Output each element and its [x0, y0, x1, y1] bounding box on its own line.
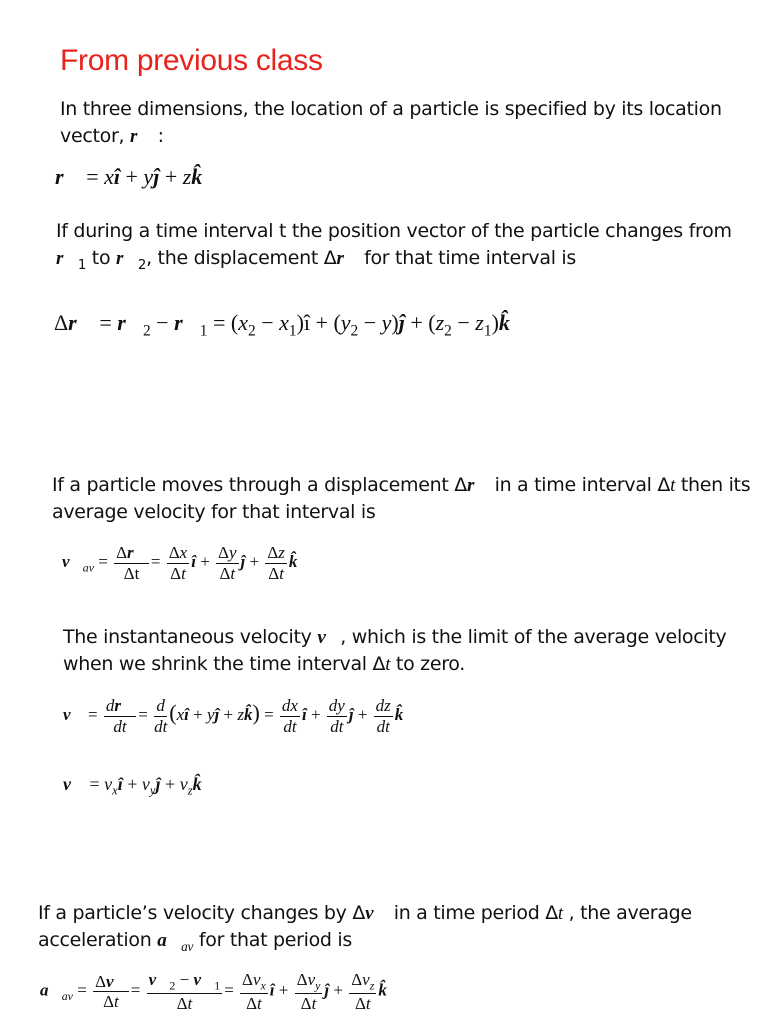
inst-velocity-paragraph — [63, 624, 763, 678]
inst-velocity-equation: v⃗ = $\frac{dr⃗}{dt}$ = $\frac{d}{dt}$ (xî + yĵ + zk̂) = $\frac{dx}{dt}$ î + $\frac{dy}{dt}$ ĵ + $\frac{dz}{dt}$ k̂ — [63, 696, 404, 736]
avg-accel-line-1: If a particle’s velocity changes by Δv⃗ in a time period Δt , the average — [38, 902, 692, 924]
displacement-paragraph — [56, 218, 766, 279]
avg-velocity-paragraph — [52, 472, 764, 526]
intro-line-2: vector, r⃗ : — [60, 125, 164, 147]
avg-velocity-line-1: If a particle moves through a displacement Δr⃗ in a time interval Δt then its — [52, 474, 751, 496]
intro-line-1: In three dimensions, the location of a particle is specified by its location — [60, 98, 722, 120]
intro-paragraph — [60, 96, 760, 150]
avg-velocity-equation: $v⃗_{av}$ = $\frac{\Delta r⃗}{\Delta t}$ = $\frac{\Delta x}{\Delta t}$ î + $\frac{\Delta y}{\Delta t}$ ĵ + $\frac{\Delta z}{\Delta t}$ k̂ — [62, 543, 298, 583]
inst-velocity-line-1: The instantaneous velocity v⃗, which is the limit of the average velocity — [63, 626, 727, 648]
avg-accel-paragraph — [38, 900, 758, 960]
displacement-line-1: If during a time interval t the position vector of the particle changes from — [56, 220, 732, 242]
displacement-line-2: $r⃗_1$ to $r⃗_2$, the displacement Δr⃗ for that time interval is — [56, 247, 576, 273]
velocity-components-equation: v⃗ = $v_xî$ + $v_yĵ$ + $v_zk̂$ — [63, 774, 202, 798]
position-equation: r⃗ = xî + yĵ + zk̂ — [55, 164, 203, 189]
page-title: From previous class — [60, 44, 323, 77]
avg-accel-line-2: acceleration $a⃗_{av}$ for that period is — [38, 929, 352, 954]
avg-accel-equation: $a⃗_{av}$ = $\frac{\Delta v⃗}{\Delta t}$ = $\frac{v⃗_2 - v⃗_1}{\Delta t}$ = $\frac{\Delta v_x}{\Delta t}$ î + $\frac{\Delta v_y}{\Delta t}$ ĵ + $\frac{\Delta v_z}{\Delta t}$ k̂ — [40, 970, 387, 1014]
displacement-equation: Δr⃗ = $r⃗_2$ − $r⃗_1 = (x_2$ − $x_1)î + (y_2$ − y)ĵ + ($z_2$ − $z_1)k̂$ — [54, 310, 510, 340]
avg-velocity-line-2: average velocity for that interval is — [52, 501, 376, 523]
inst-velocity-line-2: when we shrink the time interval Δt to zero. — [63, 653, 466, 675]
